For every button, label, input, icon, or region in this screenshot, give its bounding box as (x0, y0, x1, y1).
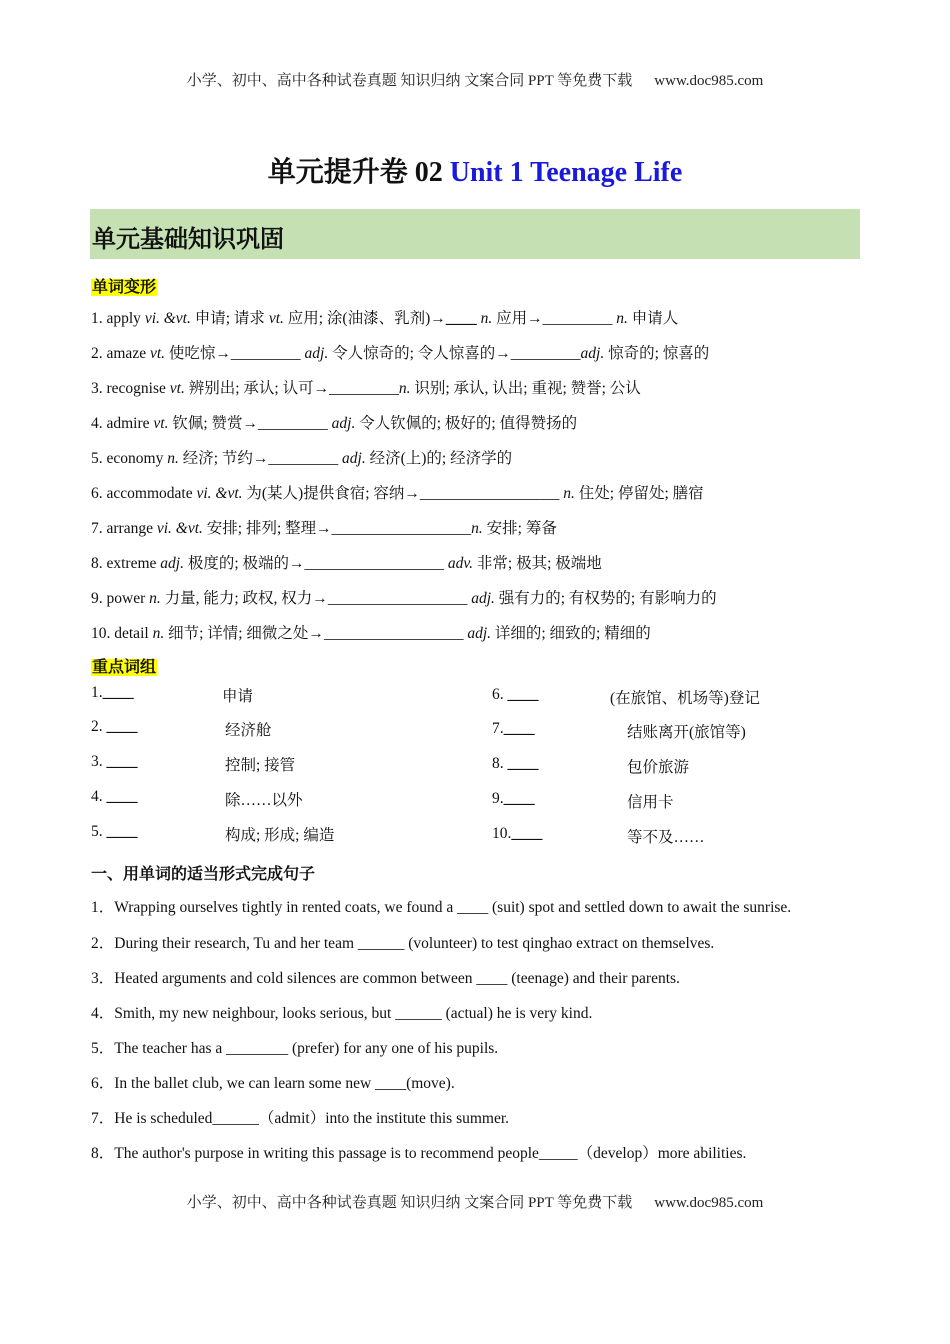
footer-text: 小学、初中、高中各种试卷真题 知识归纳 文案合同 PPT 等免费下载 (186, 1195, 633, 1211)
answer-blank: _________ (542, 310, 613, 327)
vocab-text: adj. (580, 345, 605, 362)
phrase-heading (91, 654, 157, 677)
answer-blank: ____ (106, 788, 138, 805)
vocab-text: vt. (169, 380, 185, 397)
vocab-text: 8. extreme (91, 555, 161, 572)
vocab-text: 1. apply (91, 310, 145, 327)
vocab-heading (91, 274, 157, 297)
answer-blank: _________ (268, 450, 339, 467)
answer-blank: __________________ (327, 590, 468, 607)
vocab-item (91, 516, 557, 538)
sentence-item: 7．He is scheduled______（admit）into the institute this summer. (91, 1110, 510, 1127)
answer-blank: ____ (106, 718, 138, 735)
sentence-item: 3．Heated arguments and cold silences are common between ____ (teenage) and their parents. (91, 970, 680, 987)
answer-blank: _________ (230, 345, 301, 362)
vocab-item (91, 621, 651, 643)
phrase-number: 6. (492, 686, 508, 703)
vocab-text: 6. accommodate (91, 485, 197, 502)
phrase-number: 10. (492, 825, 512, 842)
vocab-text: adj. (467, 625, 491, 642)
vocab-text: adv. (447, 555, 474, 572)
vocab-text: adj. (331, 415, 356, 432)
sentence-item: 5．The teacher has a ________ (prefer) for any one of his pupils. (91, 1040, 499, 1057)
vocab-text: vt. (268, 310, 284, 327)
sentence-item: 6．In the ballet club, we can learn some new ____(move). (91, 1075, 455, 1092)
header-url: www.doc985.com (654, 73, 764, 89)
vocab-text: n. (563, 485, 575, 502)
phrase-meaning: 结账离开(旅馆等) (627, 724, 746, 741)
answer-blank: __________________ (331, 520, 472, 537)
page-footer (0, 1191, 950, 1212)
answer-blank: _________ (329, 380, 399, 397)
vocab-text: 经济(上)的; 经济学的 (365, 450, 513, 467)
vocab-item (91, 411, 577, 433)
vocab-text: 申请人 (627, 310, 679, 327)
vocab-text: 辨别出; 承认; 认可→ (184, 380, 330, 397)
vocab-text: vt. (149, 345, 166, 362)
title-cn: 单元提升卷 02 (267, 157, 450, 188)
page-title (0, 150, 950, 190)
phrase-meaning: (在旅馆、机场等)登记 (610, 690, 760, 707)
vocab-item (91, 586, 717, 608)
vocab-text: 住处; 停留处; 膳宿 (574, 485, 704, 502)
banner-text: 单元基础知识巩固 (92, 227, 284, 253)
vocab-text: 惊奇的; 惊喜的 (604, 345, 710, 362)
phrase-meaning: 控制; 接管 (225, 757, 296, 774)
answer-blank: _________ (258, 415, 328, 432)
phrase-meaning: 除……以外 (225, 792, 303, 809)
vocab-text: 安排; 排列; 整理→ (202, 520, 332, 537)
vocab-text: 识别; 承认, 认出; 重视; 赞誉; 公认 (410, 380, 641, 397)
vocab-text: 极度的; 极端的→ (183, 555, 305, 572)
phrase-item (492, 720, 535, 738)
vocab-text: 应用; 涂(油漆、乳剂)→ (283, 310, 446, 327)
sentence-item: 8．The author's purpose in writing this passage is to recommend people_____（develop）more abilities. (91, 1145, 747, 1162)
vocab-text: 7. arrange (91, 520, 157, 537)
answer-blank: ____ (445, 310, 477, 327)
vocab-text: 详细的; 细致的; 精细的 (491, 625, 651, 642)
vocab-text: 经济; 节约→ (178, 450, 269, 467)
answer-blank: ____ (503, 790, 535, 807)
answer-blank: ____ (102, 684, 134, 701)
title-en: Unit 1 Teenage Life (449, 157, 683, 188)
header-text: 小学、初中、高中各种试卷真题 知识归纳 文案合同 PPT 等免费下载 (186, 73, 633, 89)
vocab-text: adj. (471, 590, 495, 607)
vocab-heading-text: 单词变形 (92, 279, 157, 296)
vocab-text: 使吃惊→ (165, 345, 231, 362)
vocab-item (91, 376, 641, 398)
answer-blank: __________________ (323, 625, 464, 642)
phrase-number: 3. (91, 753, 107, 770)
phrase-number: 4. (91, 788, 107, 805)
phrase-number: 8. (492, 755, 508, 772)
vocab-text: vi. &vt. (156, 520, 203, 537)
answer-blank: ____ (106, 753, 138, 770)
vocab-text: 非常; 极其; 极端地 (473, 555, 602, 572)
answer-blank: ____ (503, 720, 535, 737)
phrase-meaning: 经济舱 (225, 722, 272, 739)
phrase-item (492, 686, 539, 704)
vocab-text: 2. amaze (91, 345, 150, 362)
vocab-item (91, 446, 512, 468)
page-header (0, 69, 950, 90)
phrase-item (91, 753, 138, 771)
vocab-text: n. (398, 380, 411, 397)
vocab-text: 安排; 筹备 (482, 520, 557, 537)
sentence-item: 4．Smith, my new neighbour, looks serious, but ______ (actual) he is very kind. (91, 1005, 593, 1022)
vocab-text: vt. (153, 415, 169, 432)
phrase-number: 1. (91, 684, 103, 701)
vocab-item (91, 341, 709, 363)
vocab-text: 令人钦佩的; 极好的; 值得赞扬的 (355, 415, 578, 432)
answer-blank: _________ (510, 345, 581, 362)
vocab-text: 钦佩; 赞赏→ (168, 415, 259, 432)
vocab-text: n. (471, 520, 483, 537)
vocab-text: adj. (342, 450, 366, 467)
phrase-meaning: 申请 (222, 688, 254, 705)
vocab-text: n. (616, 310, 628, 327)
vocab-item (91, 551, 602, 573)
vocab-text: vi. &vt. (144, 310, 191, 327)
vocab-text: adj. (304, 345, 329, 362)
vocab-text: n. (152, 625, 165, 642)
answer-blank: ____ (507, 686, 539, 703)
phrase-item (492, 790, 535, 808)
answer-blank: ____ (511, 825, 543, 842)
vocab-text: 4. admire (91, 415, 154, 432)
vocab-text: 为(某人)提供食宿; 容纳→ (242, 485, 420, 502)
phrase-meaning: 等不及…… (627, 829, 705, 846)
vocab-text: adj. (160, 555, 184, 572)
phrase-meaning: 包价旅游 (627, 759, 690, 776)
phrase-meaning: 信用卡 (627, 794, 674, 811)
phrase-item (91, 718, 138, 736)
vocab-text: 9. power (91, 590, 150, 607)
footer-url: www.doc985.com (654, 1195, 764, 1211)
sentence-item: 2．During their research, Tu and her team ______ (volunteer) to test qinghao extract on themselves. (91, 935, 715, 952)
phrase-meaning: 构成; 形成; 编造 (225, 827, 335, 844)
phrase-number: 7. (492, 720, 504, 737)
sentence-item: 1．Wrapping ourselves tightly in rented coats, we found a ____ (suit) spot and settled down to await the sunrise. (91, 899, 792, 916)
answer-blank: __________________ (419, 485, 560, 502)
answer-blank: __________________ (304, 555, 445, 572)
vocab-text: 申请; 请求 (190, 310, 269, 327)
phrase-number: 5. (91, 823, 107, 840)
section-heading: 一、用单词的适当形式完成句子 (91, 866, 316, 883)
vocab-item (91, 481, 704, 503)
vocab-text: 10. detail (91, 625, 153, 642)
vocab-text: 3. recognise (91, 380, 170, 397)
vocab-text: 应用→ (492, 310, 543, 327)
vocab-text: n. (167, 450, 179, 467)
phrase-item (492, 755, 539, 773)
vocab-text: 细节; 详情; 细微之处→ (164, 625, 324, 642)
vocab-text: 力量, 能力; 政权, 权力→ (160, 590, 328, 607)
answer-blank: ____ (106, 823, 138, 840)
phrase-number: 9. (492, 790, 504, 807)
vocab-text: 强有力的; 有权势的; 有影响力的 (494, 590, 717, 607)
vocab-text: n. (149, 590, 161, 607)
answer-blank: ____ (507, 755, 539, 772)
phrase-item (91, 823, 138, 841)
phrase-number: 2. (91, 718, 107, 735)
phrase-heading-text: 重点词组 (92, 659, 157, 676)
phrase-item (91, 684, 134, 702)
vocab-text: vi. &vt. (196, 485, 243, 502)
vocab-item (91, 306, 678, 328)
section-banner (90, 209, 860, 259)
phrase-item (492, 825, 542, 843)
vocab-text: 5. economy (91, 450, 168, 467)
vocab-text: 令人惊奇的; 令人惊喜的→ (328, 345, 511, 362)
vocab-text: n. (480, 310, 493, 327)
phrase-item (91, 788, 138, 806)
